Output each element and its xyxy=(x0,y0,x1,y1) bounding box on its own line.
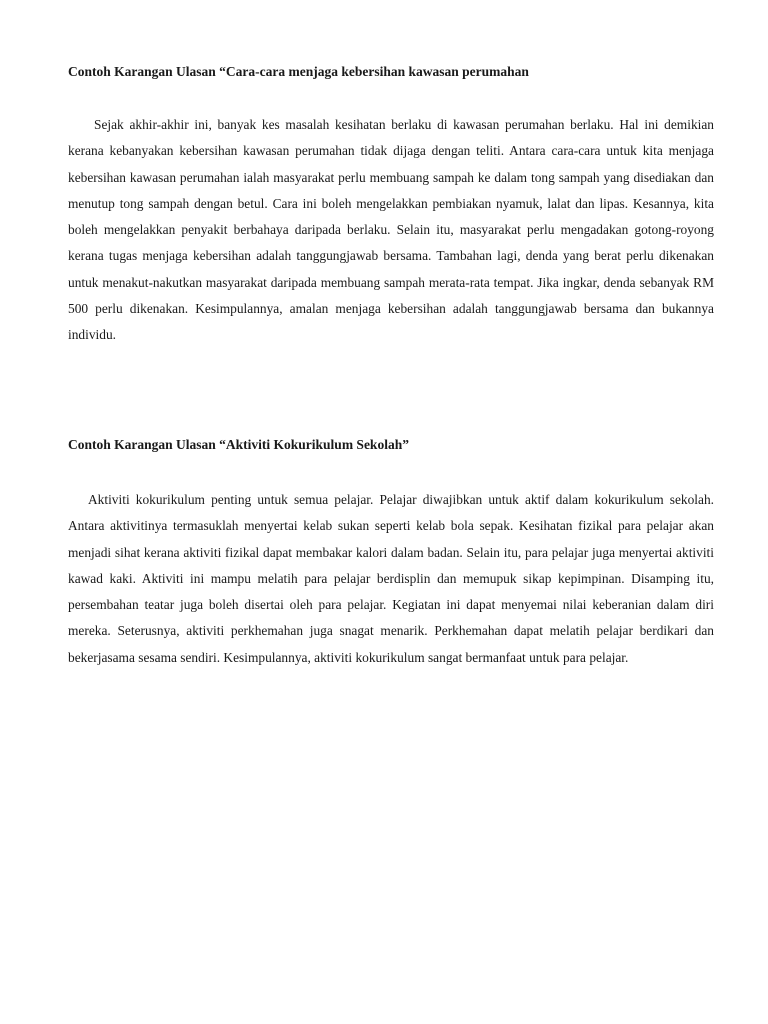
section-title-cocurricular: Contoh Karangan Ulasan “Aktiviti Kokurikulum Sekolah” xyxy=(68,437,409,452)
section-body-cocurricular: Aktiviti kokurikulum penting untuk semua pelajar. Pelajar diwajibkan untuk aktif dalam kokurikulum sekolah. Antara aktivitinya termasuklah menyertai kelab sukan seperti kelab bola sepak. Kesihatan fizikal para pelajar akan menjadi sihat kerana aktiviti fizikal dapat membakar kalori dalam badan. Selain itu, para pelajar juga menyertai aktiviti kawad kaki. Aktiviti ini mampu melatih para pelajar berdisplin dan memupuk sikap kepimpinan. Disamping itu, persembahan teatar juga boleh disertai oleh para pelajar. Kegiatan ini dapat menyemai nilai keberanian dalam diri mereka. Seterusnya, aktiviti perkhemahan juga snagat menarik. Perkhemahan dapat melatih pelajar berdikari dan bekerjasama sesama sendiri. Kesimpulannya, aktiviti kokurikulum sangat bermanfaat untuk para pelajar. xyxy=(68,492,714,665)
section-body-cleanliness: Sejak akhir-akhir ini, banyak kes masalah kesihatan berlaku di kawasan perumahan berlaku. Hal ini demikian kerana kebanyakan kebersihan kawasan perumahan tidak dijaga dengan teliti. Antara cara-cara untuk kita menjaga kebersihan kawasan perumahan ialah masyarakat perlu membuang sampah ke dalam tong sampah yang disediakan dan menutup tong sampah dengan betul. Cara ini boleh mengelakkan pembiakan nyamuk, lalat dan lipas. Kesannya, kita boleh mengelakkan penyakit berbahaya daripada berlaku. Selain itu, masyarakat perlu mengadakan gotong-royong kerana tugas menjaga kebersihan adalah tanggungjawab bersama. Tambahan lagi, denda yang berat perlu dikenakan untuk menakut-nakutkan masyarakat daripada membuang sampah merata-rata tempat. Jika ingkar, denda sebanyak RM 500 perlu dikenakan. Kesimpulannya, amalan menjaga kebersihan adalah tanggungjawab bersama dan bukannya individu. xyxy=(68,117,714,343)
section-title-cleanliness: Contoh Karangan Ulasan “Cara-cara menjaga kebersihan kawasan perumahan xyxy=(68,64,529,79)
